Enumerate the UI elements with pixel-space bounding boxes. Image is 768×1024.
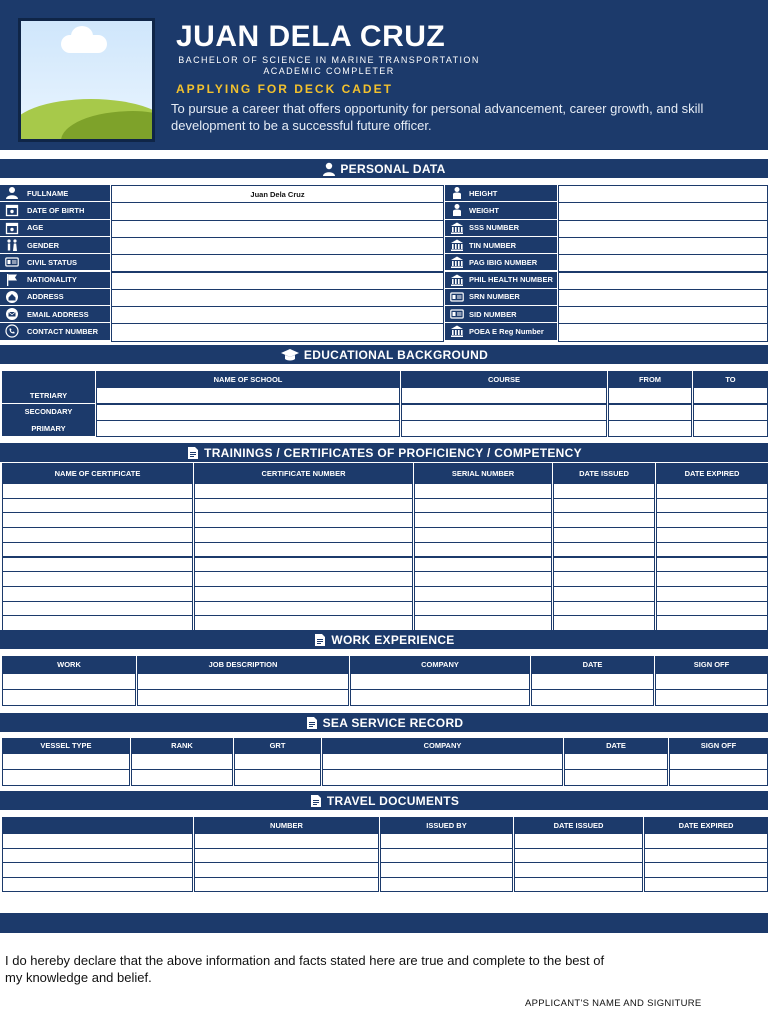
trainings-row-cell[interactable] [656, 557, 768, 573]
education-cell[interactable] [693, 387, 768, 404]
education-row-label: TETRIARY [2, 387, 95, 403]
trainings-row-cell[interactable] [2, 498, 193, 514]
sea-row-cell[interactable] [669, 753, 768, 770]
trainings-row-cell[interactable] [553, 542, 655, 558]
sea-row-cell[interactable] [669, 769, 768, 786]
field-label-sss-number [445, 220, 557, 236]
sea-header-cell: DATE [564, 738, 668, 753]
field-value-weight[interactable] [558, 202, 768, 220]
personal-data-header: PERSONAL DATA [0, 159, 768, 178]
field-label-text: HEIGHT [469, 188, 498, 198]
sea-service-header: SEA SERVICE RECORD [0, 713, 768, 732]
field-value-email-address[interactable] [111, 306, 444, 324]
trainings-row-cell[interactable] [656, 483, 768, 499]
trainings-row-cell[interactable] [2, 615, 193, 631]
travel-row-cell[interactable] [194, 862, 379, 878]
education-header: EDUCATIONAL BACKGROUND [0, 345, 768, 364]
work-row-cell[interactable] [655, 689, 768, 706]
calendar-icon [4, 203, 20, 217]
field-label-date-of-birth [0, 202, 110, 218]
trainings-row-cell[interactable] [194, 483, 413, 499]
person-bust-icon [449, 203, 465, 217]
travel-row-cell[interactable] [644, 833, 768, 849]
field-value-tin-number[interactable] [558, 237, 768, 255]
trainings-header-cell: SERIAL NUMBER [414, 463, 552, 483]
trainings-row-cell[interactable] [2, 586, 193, 602]
travel-header-cell: DATE ISSUED [514, 817, 643, 833]
work-row-cell[interactable] [531, 673, 654, 690]
field-label-srn-number [445, 289, 557, 305]
education-header-blank [2, 371, 95, 387]
resume-header [0, 0, 768, 150]
id-card-icon [449, 290, 465, 304]
education-row-label: PRIMARY [2, 420, 95, 436]
travel-row-cell[interactable] [2, 862, 193, 878]
education-cell[interactable] [401, 420, 607, 437]
travel-row-cell[interactable] [2, 833, 193, 849]
trainings-row-cell[interactable] [656, 615, 768, 631]
field-label-text: TIN NUMBER [469, 240, 517, 250]
applying-position: APPLYING FOR DECK CADET [176, 82, 393, 96]
field-label-poea-e-reg-number [445, 323, 557, 339]
work-header-cell: JOB DESCRIPTION [137, 656, 349, 673]
field-value-sid-number[interactable] [558, 306, 768, 324]
travel-row-cell[interactable] [514, 862, 643, 878]
field-label-text: WEIGHT [469, 205, 499, 215]
trainings-header-cell: DATE EXPIRED [656, 463, 768, 483]
travel-row-cell[interactable] [194, 833, 379, 849]
travel-row-cell[interactable] [194, 877, 379, 893]
field-label-text: EMAIL ADDRESS [27, 309, 89, 319]
trainings-row-cell[interactable] [656, 498, 768, 514]
work-header-cell: COMPANY [350, 656, 530, 673]
field-label-weight [445, 202, 557, 218]
declaration-text: I do hereby declare that the above information and facts stated here are true and complete to the best of my knowledge and belief. [5, 953, 605, 985]
sea-row-cell[interactable] [564, 769, 668, 786]
sea-row-cell[interactable] [234, 753, 321, 770]
field-value-pag-ibig-number[interactable] [558, 254, 768, 272]
degree: BACHELOR OF SCIENCE IN MARINE TRANSPORTATION ACADEMIC COMPLETER [178, 55, 480, 76]
trainings-row-cell[interactable] [414, 483, 552, 499]
education-cell[interactable] [96, 420, 400, 437]
sea-header-cell: RANK [131, 738, 233, 753]
document-icon [186, 446, 200, 460]
trainings-row-cell[interactable] [553, 483, 655, 499]
field-label-text: ADDRESS [27, 292, 64, 302]
trainings-row-cell[interactable] [2, 527, 193, 543]
field-label-text: FULLNAME [27, 188, 69, 198]
work-experience-header: WORK EXPERIENCE [0, 630, 768, 649]
travel-row-cell[interactable] [194, 848, 379, 864]
field-label-text: SSS NUMBER [469, 223, 520, 233]
trainings-header-cell: DATE ISSUED [553, 463, 655, 483]
education-cell[interactable] [401, 387, 607, 404]
field-label-height [445, 185, 557, 201]
trainings-row-cell[interactable] [656, 571, 768, 587]
field-label-email-address [0, 306, 110, 322]
work-row-cell[interactable] [137, 689, 349, 706]
field-value-age[interactable] [111, 220, 444, 238]
field-value-address[interactable] [111, 289, 444, 307]
work-row-cell[interactable] [2, 673, 136, 690]
work-row-cell[interactable] [531, 689, 654, 706]
profile-photo-placeholder [18, 18, 155, 142]
field-label-phil-health-number [445, 272, 557, 288]
trainings-row-cell[interactable] [656, 542, 768, 558]
sea-row-cell[interactable] [322, 753, 563, 770]
travel-header-cell: ISSUED BY [380, 817, 513, 833]
trainings-row-cell[interactable] [414, 615, 552, 631]
trainings-header: TRAININGS / CERTIFICATES OF PROFICIENCY / COMPETENCY [0, 443, 768, 462]
education-cell[interactable] [608, 404, 692, 421]
travel-row-cell[interactable] [2, 877, 193, 893]
trainings-row-cell[interactable] [414, 542, 552, 558]
bank-icon [449, 324, 465, 338]
trainings-row-cell[interactable] [194, 601, 413, 617]
trainings-row-cell[interactable] [194, 557, 413, 573]
travel-row-cell[interactable] [2, 848, 193, 864]
email-icon [4, 307, 20, 321]
field-label-age [0, 220, 110, 236]
education-cell[interactable] [608, 420, 692, 437]
field-label-civil-status [0, 254, 110, 270]
education-header-cell: FROM [608, 371, 692, 387]
trainings-row-cell[interactable] [194, 527, 413, 543]
education-cell[interactable] [96, 387, 400, 404]
travel-row-cell[interactable] [514, 877, 643, 893]
bank-icon [449, 238, 465, 252]
education-row-label: SECONDARY [2, 404, 95, 420]
field-label-sid-number [445, 306, 557, 322]
trainings-row-cell[interactable] [2, 571, 193, 587]
person-icon [322, 162, 336, 176]
document-icon [313, 633, 327, 647]
trainings-row-cell[interactable] [194, 615, 413, 631]
field-label-contact-number [0, 323, 110, 339]
trainings-header-cell: NAME OF CERTIFICATE [2, 463, 193, 483]
trainings-row-cell[interactable] [2, 557, 193, 573]
trainings-row-cell[interactable] [414, 527, 552, 543]
work-header-cell: SIGN OFF [655, 656, 768, 673]
sea-row-cell[interactable] [2, 769, 130, 786]
sea-header-cell: GRT [234, 738, 321, 753]
person-icon [4, 186, 20, 200]
bank-icon [449, 273, 465, 287]
field-value-sss-number[interactable] [558, 220, 768, 238]
phone-icon [4, 324, 20, 338]
work-header-cell: DATE [531, 656, 654, 673]
id-card-icon [449, 307, 465, 321]
travel-row-cell[interactable] [380, 877, 513, 893]
travel-header-cell: DATE EXPIRED [644, 817, 768, 833]
trainings-row-cell[interactable] [656, 601, 768, 617]
trainings-row-cell[interactable] [553, 615, 655, 631]
trainings-row-cell[interactable] [414, 512, 552, 528]
trainings-row-cell[interactable] [414, 601, 552, 617]
education-header-cell: NAME OF SCHOOL [96, 371, 400, 387]
document-icon [305, 716, 319, 730]
trainings-row-cell[interactable] [553, 586, 655, 602]
field-label-text: CONTACT NUMBER [27, 327, 99, 337]
trainings-row-cell[interactable] [414, 498, 552, 514]
travel-header-cell [2, 817, 193, 833]
sea-header-cell: VESSEL TYPE [2, 738, 130, 753]
trainings-row-cell[interactable] [2, 512, 193, 528]
trainings-row-cell[interactable] [2, 542, 193, 558]
trainings-row-cell[interactable] [414, 571, 552, 587]
education-cell[interactable] [401, 404, 607, 421]
trainings-row-cell[interactable] [553, 557, 655, 573]
sea-row-cell[interactable] [131, 753, 233, 770]
trainings-row-cell[interactable] [656, 586, 768, 602]
document-icon [309, 794, 323, 808]
sea-row-cell[interactable] [564, 753, 668, 770]
trainings-row-cell[interactable] [194, 542, 413, 558]
trainings-row-cell[interactable] [553, 571, 655, 587]
field-label-text: PAG IBIG NUMBER [469, 257, 538, 267]
sea-header-cell: SIGN OFF [669, 738, 768, 753]
trainings-row-cell[interactable] [194, 498, 413, 514]
work-row-cell[interactable] [655, 673, 768, 690]
field-label-text: GENDER [27, 240, 60, 250]
field-label-tin-number [445, 237, 557, 253]
field-value-date-of-birth[interactable] [111, 202, 444, 220]
field-label-text: NATIONALITY [27, 275, 77, 285]
education-cell[interactable] [693, 420, 768, 437]
travel-header-cell: NUMBER [194, 817, 379, 833]
id-card-icon [4, 255, 20, 269]
trainings-row-cell[interactable] [553, 527, 655, 543]
bank-icon [449, 221, 465, 235]
trainings-row-cell[interactable] [553, 512, 655, 528]
trainings-row-cell[interactable] [656, 512, 768, 528]
trainings-row-cell[interactable] [194, 571, 413, 587]
trainings-header-cell: CERTIFICATE NUMBER [194, 463, 413, 483]
travel-row-cell[interactable] [514, 833, 643, 849]
field-value-civil-status[interactable] [111, 254, 444, 272]
signature-label: APPLICANT'S NAME AND SIGNITURE [525, 998, 702, 1009]
sea-header-cell: COMPANY [322, 738, 563, 753]
work-row-cell[interactable] [350, 689, 530, 706]
sea-row-cell[interactable] [2, 753, 130, 770]
home-icon [4, 290, 20, 304]
travel-row-cell[interactable] [644, 862, 768, 878]
travel-documents-header: TRAVEL DOCUMENTS [0, 791, 768, 810]
field-value-height[interactable] [558, 185, 768, 203]
work-header-cell: WORK [2, 656, 136, 673]
field-label-text: DATE OF BIRTH [27, 205, 85, 215]
field-value-gender[interactable] [111, 237, 444, 255]
field-value-phil-health-number[interactable] [558, 272, 768, 290]
field-value-nationality[interactable] [111, 272, 444, 290]
person-bust-icon [449, 186, 465, 200]
bank-icon [449, 255, 465, 269]
field-label-text: SID NUMBER [469, 309, 517, 319]
trainings-row-cell[interactable] [2, 601, 193, 617]
trainings-row-cell[interactable] [553, 601, 655, 617]
field-value-contact-number[interactable] [111, 323, 444, 341]
travel-row-cell[interactable] [380, 848, 513, 864]
footer-divider-bar [0, 913, 768, 933]
career-objective: To pursue a career that offers opportunity for personal advancement, career growth, and skill development to be a successful future officer. [171, 101, 704, 133]
field-label-nationality [0, 272, 110, 288]
education-cell[interactable] [96, 404, 400, 421]
trainings-row-cell[interactable] [414, 557, 552, 573]
applicant-name: JUAN DELA CRUZ [176, 20, 446, 53]
field-label-fullname [0, 185, 110, 201]
field-label-text: AGE [27, 223, 44, 233]
travel-row-cell[interactable] [514, 848, 643, 864]
sea-row-cell[interactable] [131, 769, 233, 786]
field-label-text: SRN NUMBER [469, 292, 520, 302]
work-row-cell[interactable] [2, 689, 136, 706]
sea-row-cell[interactable] [234, 769, 321, 786]
sea-row-cell[interactable] [322, 769, 563, 786]
trainings-row-cell[interactable] [656, 527, 768, 543]
trainings-row-cell[interactable] [414, 586, 552, 602]
trainings-row-cell[interactable] [2, 483, 193, 499]
education-header-cell: COURSE [401, 371, 607, 387]
field-label-text: CIVIL STATUS [27, 257, 78, 267]
education-cell[interactable] [608, 387, 692, 404]
field-label-pag-ibig-number [445, 254, 557, 270]
flag-icon [4, 273, 20, 287]
work-row-cell[interactable] [137, 673, 349, 690]
travel-row-cell[interactable] [644, 877, 768, 893]
trainings-row-cell[interactable] [553, 498, 655, 514]
field-label-address [0, 289, 110, 305]
field-label-text: PHIL HEALTH NUMBER [469, 275, 553, 285]
field-label-text: POEA E Reg Number [469, 327, 544, 337]
graduation-cap-icon [280, 348, 300, 362]
travel-row-cell[interactable] [644, 848, 768, 864]
field-value-poea-e-reg-number[interactable] [558, 323, 768, 341]
calendar-icon [4, 221, 20, 235]
field-label-gender [0, 237, 110, 253]
travel-row-cell[interactable] [380, 833, 513, 849]
travel-row-cell[interactable] [380, 862, 513, 878]
field-value-fullname[interactable]: Juan Dela Cruz [111, 185, 444, 203]
trainings-row-cell[interactable] [194, 586, 413, 602]
gender-icon [4, 238, 20, 252]
trainings-row-cell[interactable] [194, 512, 413, 528]
education-cell[interactable] [693, 404, 768, 421]
work-row-cell[interactable] [350, 673, 530, 690]
field-value-srn-number[interactable] [558, 289, 768, 307]
education-header-cell: TO [693, 371, 768, 387]
